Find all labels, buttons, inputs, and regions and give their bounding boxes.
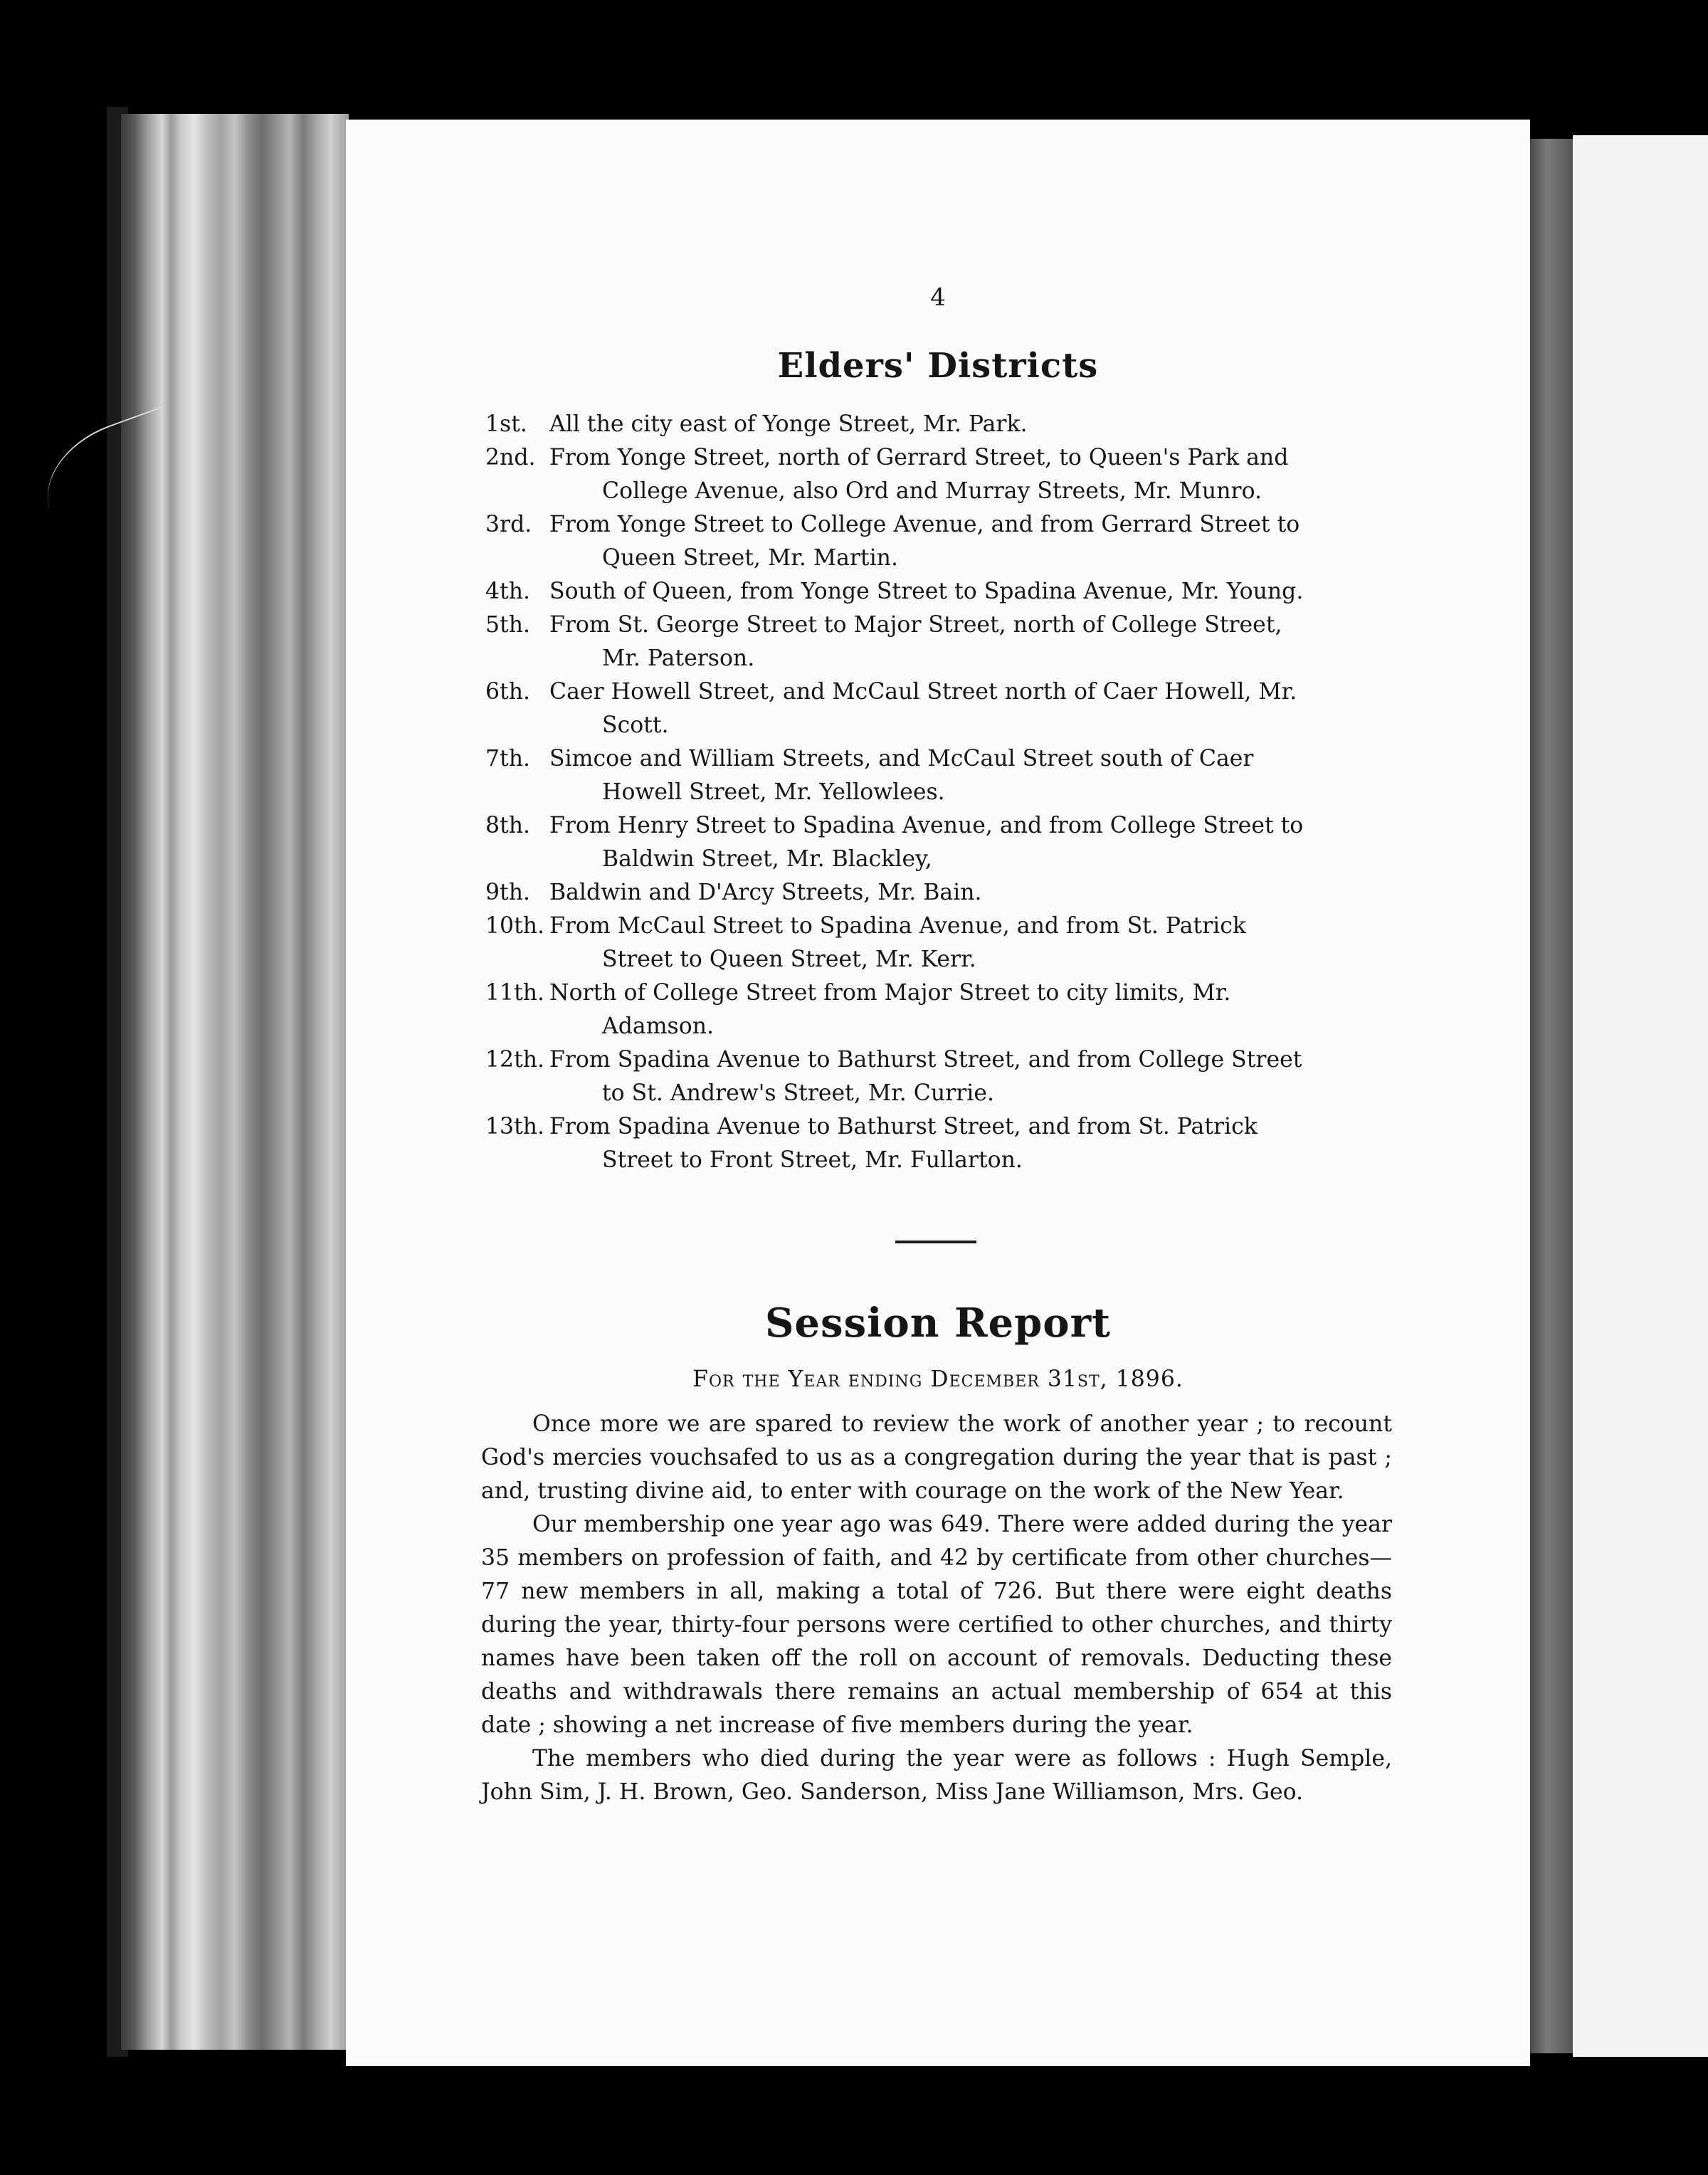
district-entry (485, 1110, 1389, 1177)
district-entry (485, 508, 1389, 575)
district-text (549, 508, 1389, 575)
district-line: South of Queen, from Yonge Street to Spadina Avenue, Mr. Young. (549, 579, 1304, 604)
book-page (346, 120, 1530, 2066)
district-entry (485, 575, 1389, 609)
district-line: From Yonge Street, north of Gerrard Street, to Queen's Park and (549, 445, 1289, 470)
district-continuation: Adamson. (602, 1013, 714, 1039)
district-line: Baldwin and D'Arcy Streets, Mr. Bain. (549, 880, 982, 905)
district-number: 4th. (485, 579, 530, 604)
district-continuation: Howell Street, Mr. Yellowlees. (602, 779, 945, 805)
report-paragraph: Once more we are spared to review the work of another year ; to recount God's mercies vouchsafed to us as a congregation during the year that is past ; and, trusting divine aid, to enter with courage on the work of the New Year. (481, 1411, 1392, 1504)
district-text (549, 575, 1389, 609)
district-entry (485, 742, 1389, 809)
district-text (549, 609, 1389, 675)
district-line: From Spadina Avenue to Bathurst Street, and from College Street (549, 1047, 1302, 1073)
book-page-edges (121, 114, 349, 2050)
district-line: All the city east of Yonge Street, Mr. Park. (549, 411, 1028, 437)
district-line: From McCaul Street to Spadina Avenue, and from St. Patrick (549, 913, 1246, 939)
district-text (549, 675, 1389, 742)
district-continuation: Street to Front Street, Mr. Fullarton. (602, 1147, 1023, 1173)
district-line: From Yonge Street to College Avenue, and from Gerrard Street to (549, 512, 1300, 537)
session-report-subtitle: For the Year ending December 31st, 1896. (692, 1366, 1184, 1392)
district-text (549, 910, 1389, 976)
district-text (549, 809, 1389, 876)
district-number: 7th. (485, 746, 530, 771)
district-entry (485, 441, 1389, 508)
district-entry (485, 910, 1389, 976)
district-number: 1st. (485, 411, 527, 437)
district-number: 6th. (485, 679, 530, 705)
district-line: Caer Howell Street, and McCaul Street north of Caer Howell, Mr. (549, 679, 1297, 705)
district-text (549, 976, 1389, 1043)
district-number: 9th. (485, 880, 530, 905)
district-text (549, 1110, 1389, 1177)
district-entry (485, 408, 1389, 441)
district-continuation: Mr. Paterson. (602, 646, 755, 671)
report-paragraph: Our membership one year ago was 649. There were added during the year 35 members on profession of faith, and 42 by certificate from other churches—77 new members in all, making a total of 726. But there were eight deaths during the year, thirty-four persons were certified to other churches, and thirty names have been taken off the roll on account of removals. Deducting these deaths and withdrawals there remains an actual membership of 654 at this date ; showing a net increase of five members during the year. (481, 1512, 1392, 1738)
district-entry (485, 675, 1389, 742)
district-text (549, 742, 1389, 809)
district-entry (485, 976, 1389, 1043)
district-text (549, 408, 1389, 441)
district-number: 8th. (485, 813, 530, 838)
district-line: Simcoe and William Streets, and McCaul Street south of Caer (549, 746, 1254, 771)
district-text (549, 1043, 1389, 1110)
district-number: 2nd. (485, 445, 536, 470)
district-number: 11th. (485, 980, 545, 1006)
facing-page-edge (1573, 135, 1708, 2057)
district-continuation: Scott. (602, 712, 669, 738)
district-number: 13th. (485, 1114, 545, 1139)
district-number: 12th. (485, 1047, 545, 1073)
district-entry (485, 809, 1389, 876)
district-continuation: College Avenue, also Ord and Murray Streets, Mr. Munro. (602, 478, 1262, 504)
district-text (549, 876, 1389, 910)
district-continuation: to St. Andrew's Street, Mr. Currie. (602, 1080, 994, 1106)
district-entry (485, 1043, 1389, 1110)
right-gutter (1530, 139, 1573, 2053)
district-number: 5th. (485, 612, 530, 638)
district-line: From Henry Street to Spadina Avenue, and from College Street to (549, 813, 1304, 838)
report-paragraph: The members who died during the year were as follows : Hugh Semple, John Sim, J. H. Brown, Geo. Sanderson, Miss Jane Williamson, Mrs. Geo. (481, 1746, 1392, 1805)
section-divider (895, 1241, 976, 1243)
district-number: 3rd. (485, 512, 532, 537)
district-entry (485, 609, 1389, 675)
page-number: 4 (930, 283, 946, 312)
elders-districts-heading: Elders' Districts (777, 346, 1099, 386)
district-continuation: Queen Street, Mr. Martin. (602, 545, 898, 571)
district-continuation: Street to Queen Street, Mr. Kerr. (602, 947, 976, 972)
district-number: 10th. (485, 913, 545, 939)
district-line: From St. George Street to Major Street, north of College Street, (549, 612, 1282, 638)
district-text (549, 441, 1389, 508)
district-line: From Spadina Avenue to Bathurst Street, and from St. Patrick (549, 1114, 1258, 1139)
session-report-heading: Session Report (764, 1300, 1111, 1347)
districts-list (485, 408, 1389, 1177)
session-report-body (481, 1408, 1392, 1809)
district-entry (485, 876, 1389, 910)
district-line: North of College Street from Major Street to city limits, Mr. (549, 980, 1231, 1006)
district-continuation: Baldwin Street, Mr. Blackley, (602, 846, 932, 872)
